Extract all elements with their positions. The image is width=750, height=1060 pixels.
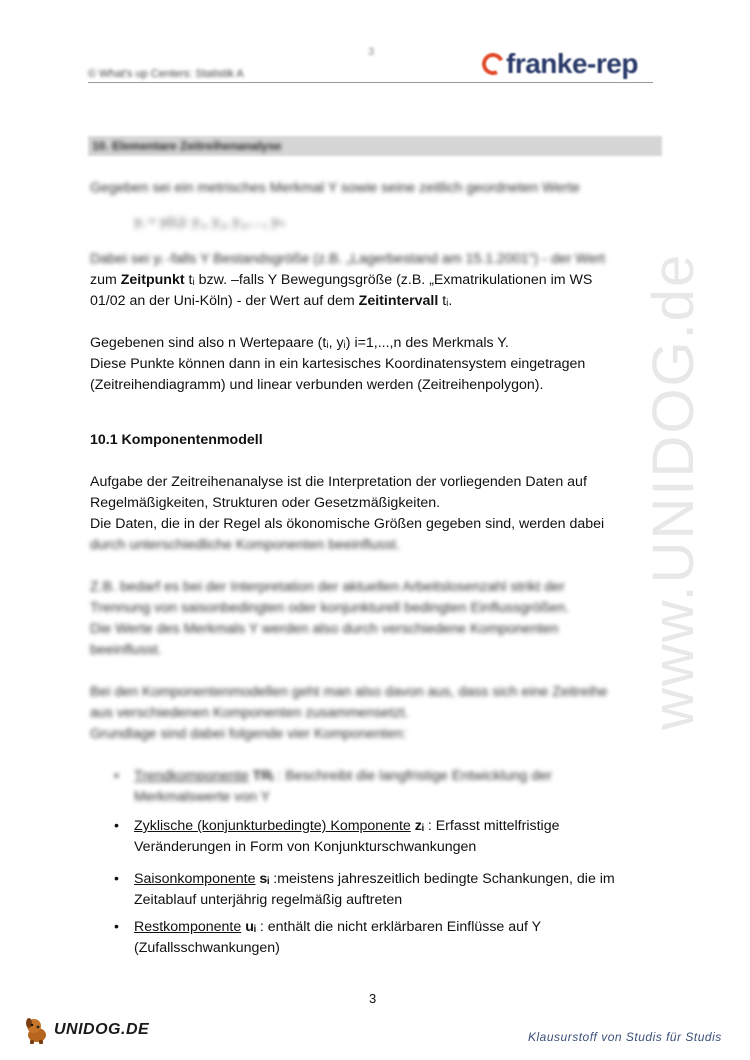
- component-symbol: zᵢ: [414, 818, 424, 834]
- komponentenmodell-paragraph: [90, 682, 650, 745]
- paragraph-line: Bei den Komponentenmodellen geht man also davon aus, dass sich eine Zeitreihe: [90, 684, 608, 700]
- list-item: [90, 917, 650, 959]
- paragraph-line: Aufgabe der Zeitreihenanalyse ist die Interpretation der vorliegenden Daten auf: [90, 474, 587, 490]
- header-page-number: 3: [368, 46, 375, 58]
- term-zeitintervall: Zeitintervall: [358, 293, 439, 309]
- paragraph-line: Trennung von saisonbedingten oder konjunkturell bedingten Einflussgrößen.: [90, 600, 570, 616]
- brand-text: UNIDOG.DE: [54, 1021, 150, 1038]
- paragraph-line: Z.B. bedarf es bei der Interpretation der aktuellen Arbeitslosenzahl strikt der: [90, 579, 565, 595]
- component-symbol: uᵢ: [245, 919, 256, 935]
- bullet-icon: •: [114, 818, 119, 834]
- subsection-title: 10.1 Komponentenmodell: [90, 432, 263, 448]
- paragraph-line: Die Daten, die in der Regel als ökonomische Größen gegeben sind, werden dabei: [90, 516, 605, 532]
- paragraph-line: beeinflusst.: [90, 642, 162, 658]
- bullet-icon: •: [114, 871, 119, 887]
- intro-text: Gegeben sei ein metrisches Merkmal Y sowie seine zeitlich geordneten Werte: [90, 180, 580, 196]
- dog-mascot-icon: [22, 1015, 52, 1045]
- component-desc: Veränderungen in Form von Konjunkturschwankungen: [134, 839, 477, 855]
- component-symbol: TRᵢ: [252, 768, 274, 784]
- header-divider: [88, 82, 653, 83]
- components-list: [90, 766, 650, 959]
- component-desc: : enthält die nicht erklärbaren Einflüsse auf Y: [255, 919, 542, 935]
- component-symbol: sᵢ: [259, 871, 270, 887]
- component-name: Restkomponente: [134, 919, 242, 935]
- wertepaare-paragraph: [90, 333, 650, 396]
- section-title: 10. Elementare Zeitreihenanalyse: [92, 139, 282, 153]
- component-name: Trendkomponente: [134, 768, 249, 784]
- component-name: Zyklische (konjunkturbedingte) Komponente: [134, 818, 411, 834]
- component-desc: (Zufallsschwankungen): [134, 940, 280, 956]
- component-desc: :meistens jahreszeitlich bedingte Schankungen, die im: [269, 871, 615, 887]
- term-zeitpunkt: Zeitpunkt: [120, 272, 185, 288]
- header-title: © What's up Centers: Statistik A: [88, 68, 244, 80]
- logo-mark-icon: [479, 50, 507, 78]
- dabei-line-2: [90, 270, 650, 291]
- paragraph-line: Regelmäßigkeiten, Strukturen oder Gesetzmäßigkeiten.: [90, 495, 441, 511]
- component-desc: : Erfasst mittelfristige: [423, 818, 560, 834]
- paragraph-line: (Zeitreihendiagramm) und linear verbunden werden (Zeitreihenpolygon).: [90, 377, 544, 393]
- dabei-text: zum: [90, 272, 121, 288]
- paragraph-line: Gegebenen sind also n Wertepaare (tᵢ, yᵢ) i=1,...,n des Merkmals Y.: [90, 335, 509, 351]
- logo-text: franke-rep: [506, 48, 638, 79]
- list-item: [90, 766, 650, 808]
- unidog-logo: [22, 1015, 149, 1045]
- watermark-text: www.UNIDOG.de: [641, 252, 706, 730]
- component-desc: Merkmalswerte von Y: [134, 789, 271, 805]
- paragraph-line: Diese Punkte können dann in ein kartesisches Koordinatensystem eingetragen: [90, 356, 586, 372]
- paragraph-line: aus verschiedenen Komponenten zusammensetzt.: [90, 705, 409, 721]
- paragraph-line: Grundlage sind dabei folgende vier Komponenten:: [90, 726, 407, 742]
- list-item: [90, 816, 650, 858]
- component-desc: Zeitablauf unterjährig regelmäßig auftreten: [134, 892, 403, 908]
- component-name: Saisonkomponente: [134, 871, 256, 887]
- dabei-text: 01/02 an der Uni-Köln) - der Wert auf dem: [90, 293, 359, 309]
- beispiel-paragraph: [90, 577, 650, 661]
- paragraph-line: durch unterschiedliche Komponenten beeinflusst.: [90, 537, 400, 553]
- page-number: 3: [369, 991, 377, 1006]
- dabei-line-3: [90, 291, 650, 312]
- component-desc: : Beschreibt die langfristige Entwicklung der: [273, 768, 552, 784]
- dabei-text: tᵢ bzw. –falls Y Bewegungsgröße (z.B. „Exmatrikulationen im WS: [184, 272, 593, 288]
- franke-rep-logo: [482, 46, 638, 82]
- bullet-icon: •: [114, 919, 119, 935]
- aufgabe-paragraph: [90, 472, 650, 556]
- list-item: [90, 869, 650, 911]
- bullet-icon: •: [114, 768, 119, 784]
- dabei-line-1: Dabei sei yᵢ -falls Y Bestandsgröße (z.B. „Lagerbestand am 15.1.2001") - der Wert: [90, 251, 606, 267]
- dabei-text: tᵢ.: [438, 293, 453, 309]
- series-formula: yᵢ = y(tᵢ): y₁, y₂, y₃,…, yₙ: [134, 214, 285, 230]
- footer-slogan: Klausurstoff von Studis für Studis: [528, 1030, 722, 1044]
- paragraph-line: Die Werte des Merkmals Y werden also durch verschiedene Komponenten: [90, 621, 559, 637]
